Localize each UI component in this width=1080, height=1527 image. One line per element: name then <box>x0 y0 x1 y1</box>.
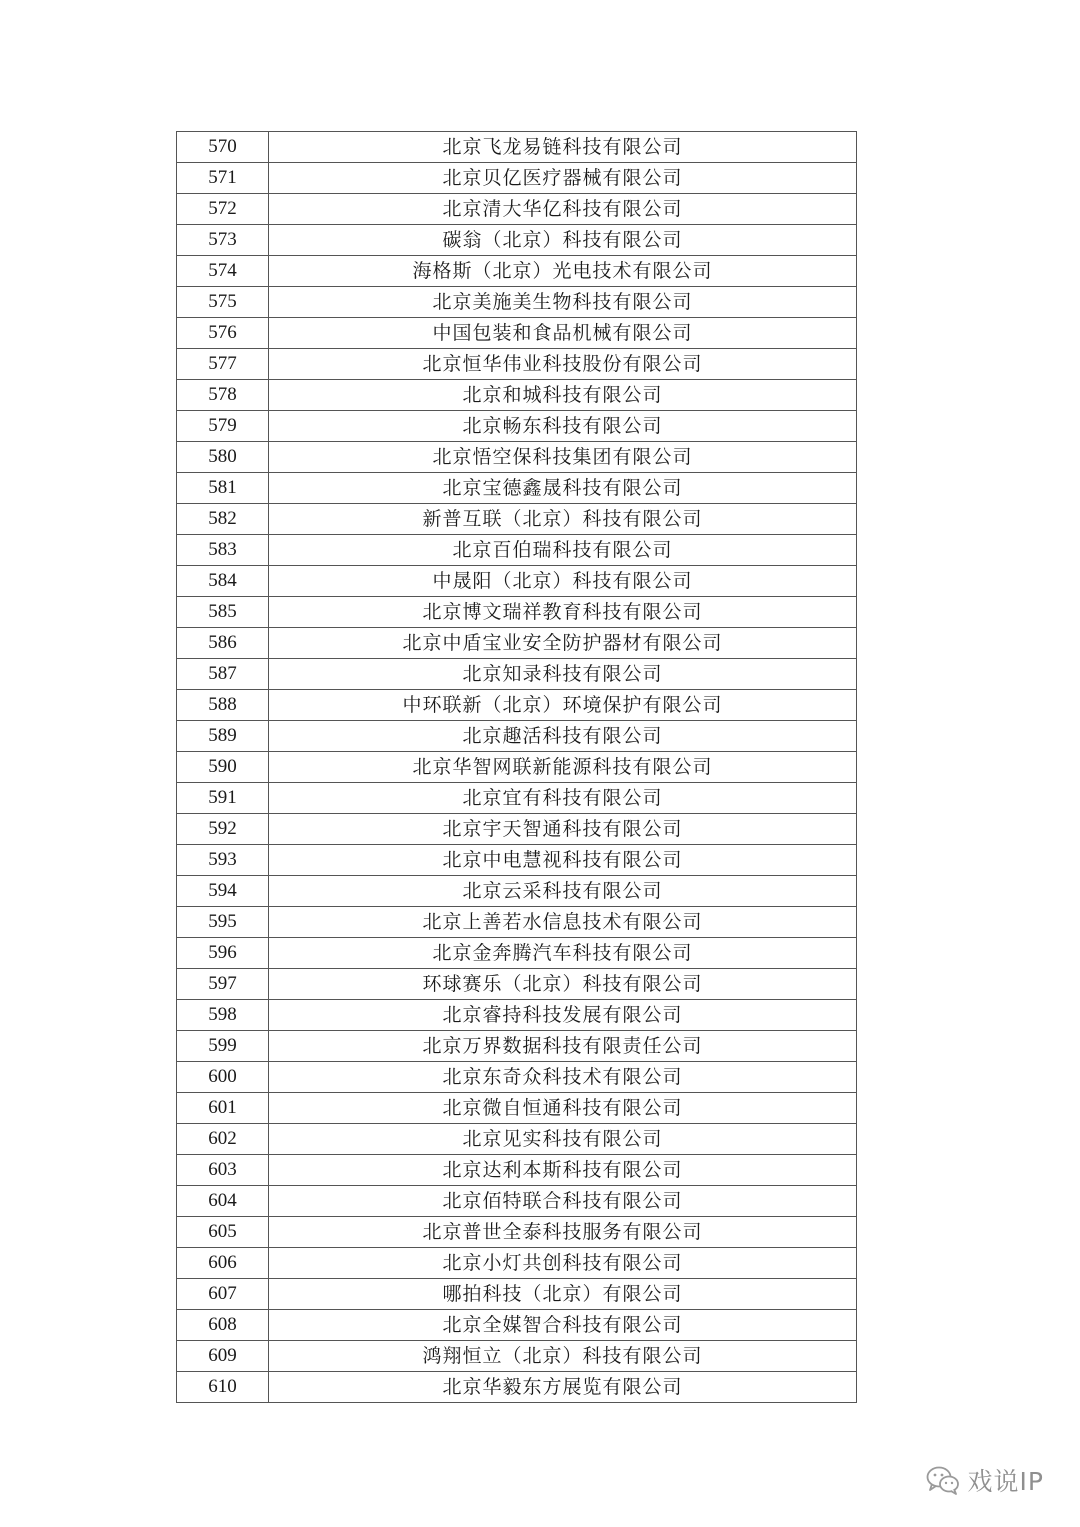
row-number-cell: 594 <box>177 876 269 907</box>
wechat-icon <box>926 1465 960 1495</box>
row-number-cell: 595 <box>177 907 269 938</box>
table-row <box>177 1124 857 1155</box>
company-name-cell: 北京和城科技有限公司 <box>269 380 857 411</box>
row-number-cell: 577 <box>177 349 269 380</box>
row-number-cell: 575 <box>177 287 269 318</box>
company-name-cell: 北京万界数据科技有限责任公司 <box>269 1031 857 1062</box>
company-name-cell: 北京中盾宝业安全防护器材有限公司 <box>269 628 857 659</box>
row-number-cell: 596 <box>177 938 269 969</box>
table-row <box>177 132 857 163</box>
table-row <box>177 349 857 380</box>
table-row <box>177 504 857 535</box>
row-number-cell: 589 <box>177 721 269 752</box>
company-name-cell: 北京全媒智合科技有限公司 <box>269 1310 857 1341</box>
company-name-cell: 新普互联（北京）科技有限公司 <box>269 504 857 535</box>
table-row <box>177 597 857 628</box>
company-name-cell: 北京博文瑞祥教育科技有限公司 <box>269 597 857 628</box>
company-name-cell: 北京知录科技有限公司 <box>269 659 857 690</box>
company-name-cell: 北京华智网联新能源科技有限公司 <box>269 752 857 783</box>
row-number-cell: 592 <box>177 814 269 845</box>
row-number-cell: 582 <box>177 504 269 535</box>
row-number-cell: 584 <box>177 566 269 597</box>
row-number-cell: 570 <box>177 132 269 163</box>
row-number-cell: 574 <box>177 256 269 287</box>
table-row <box>177 876 857 907</box>
table-row <box>177 907 857 938</box>
company-name-cell: 北京睿持科技发展有限公司 <box>269 1000 857 1031</box>
company-name-cell: 北京华毅东方展览有限公司 <box>269 1372 857 1403</box>
table-row <box>177 1093 857 1124</box>
table-row <box>177 628 857 659</box>
row-number-cell: 601 <box>177 1093 269 1124</box>
row-number-cell: 586 <box>177 628 269 659</box>
row-number-cell: 598 <box>177 1000 269 1031</box>
table-row <box>177 1062 857 1093</box>
row-number-cell: 580 <box>177 442 269 473</box>
table-row <box>177 1186 857 1217</box>
company-name-cell: 北京美施美生物科技有限公司 <box>269 287 857 318</box>
table-row <box>177 752 857 783</box>
table-row <box>177 1000 857 1031</box>
row-number-cell: 607 <box>177 1279 269 1310</box>
company-name-cell: 北京恒华伟业科技股份有限公司 <box>269 349 857 380</box>
table-row <box>177 1279 857 1310</box>
table-row <box>177 1248 857 1279</box>
table-row <box>177 287 857 318</box>
table-row <box>177 938 857 969</box>
table-row <box>177 721 857 752</box>
table-row <box>177 969 857 1000</box>
table-row <box>177 814 857 845</box>
company-name-cell: 北京宜有科技有限公司 <box>269 783 857 814</box>
row-number-cell: 587 <box>177 659 269 690</box>
company-name-cell: 中国包装和食品机械有限公司 <box>269 318 857 349</box>
table-row <box>177 194 857 225</box>
row-number-cell: 608 <box>177 1310 269 1341</box>
table-row <box>177 1372 857 1403</box>
row-number-cell: 583 <box>177 535 269 566</box>
row-number-cell: 597 <box>177 969 269 1000</box>
table-row <box>177 535 857 566</box>
company-name-cell: 北京普世全泰科技服务有限公司 <box>269 1217 857 1248</box>
row-number-cell: 606 <box>177 1248 269 1279</box>
company-name-cell: 北京微自恒通科技有限公司 <box>269 1093 857 1124</box>
company-name-cell: 北京金奔腾汽车科技有限公司 <box>269 938 857 969</box>
company-name-cell: 北京小灯共创科技有限公司 <box>269 1248 857 1279</box>
company-name-cell: 北京百伯瑞科技有限公司 <box>269 535 857 566</box>
company-name-cell: 北京中电慧视科技有限公司 <box>269 845 857 876</box>
row-number-cell: 571 <box>177 163 269 194</box>
row-number-cell: 588 <box>177 690 269 721</box>
company-name-cell: 北京达利本斯科技有限公司 <box>269 1155 857 1186</box>
row-number-cell: 610 <box>177 1372 269 1403</box>
company-name-cell: 中晟阳（北京）科技有限公司 <box>269 566 857 597</box>
table-row <box>177 442 857 473</box>
table-row <box>177 1155 857 1186</box>
row-number-cell: 576 <box>177 318 269 349</box>
table-row <box>177 1217 857 1248</box>
company-name-cell: 北京东奇众科技术有限公司 <box>269 1062 857 1093</box>
row-number-cell: 578 <box>177 380 269 411</box>
company-name-cell: 北京畅东科技有限公司 <box>269 411 857 442</box>
table-row <box>177 1031 857 1062</box>
table-row <box>177 225 857 256</box>
watermark-text: 戏说IP <box>967 1467 1044 1496</box>
row-number-cell: 573 <box>177 225 269 256</box>
row-number-cell: 572 <box>177 194 269 225</box>
row-number-cell: 605 <box>177 1217 269 1248</box>
table-row <box>177 783 857 814</box>
company-name-cell: 北京清大华亿科技有限公司 <box>269 194 857 225</box>
row-number-cell: 579 <box>177 411 269 442</box>
company-name-cell: 北京云采科技有限公司 <box>269 876 857 907</box>
company-name-cell: 北京宇天智通科技有限公司 <box>269 814 857 845</box>
table-row <box>177 380 857 411</box>
table-row <box>177 318 857 349</box>
row-number-cell: 602 <box>177 1124 269 1155</box>
company-name-cell: 北京佰特联合科技有限公司 <box>269 1186 857 1217</box>
table-row <box>177 690 857 721</box>
company-name-cell: 环球赛乐（北京）科技有限公司 <box>269 969 857 1000</box>
row-number-cell: 581 <box>177 473 269 504</box>
row-number-cell: 609 <box>177 1341 269 1372</box>
company-name-cell: 中环联新（北京）环境保护有限公司 <box>269 690 857 721</box>
company-name-cell: 鸿翔恒立（北京）科技有限公司 <box>269 1341 857 1372</box>
table-row <box>177 163 857 194</box>
company-name-cell: 北京见实科技有限公司 <box>269 1124 857 1155</box>
row-number-cell: 600 <box>177 1062 269 1093</box>
row-number-cell: 585 <box>177 597 269 628</box>
table-row <box>177 845 857 876</box>
company-list-table <box>176 131 857 1403</box>
table-body <box>177 132 857 1403</box>
row-number-cell: 590 <box>177 752 269 783</box>
watermark <box>926 1462 1044 1498</box>
row-number-cell: 591 <box>177 783 269 814</box>
row-number-cell: 603 <box>177 1155 269 1186</box>
row-number-cell: 604 <box>177 1186 269 1217</box>
row-number-cell: 593 <box>177 845 269 876</box>
table-row <box>177 473 857 504</box>
company-name-cell: 北京悟空保科技集团有限公司 <box>269 442 857 473</box>
company-name-cell: 北京上善若水信息技术有限公司 <box>269 907 857 938</box>
row-number-cell: 599 <box>177 1031 269 1062</box>
company-name-cell: 北京宝德鑫晟科技有限公司 <box>269 473 857 504</box>
company-name-cell: 北京贝亿医疗器械有限公司 <box>269 163 857 194</box>
table-row <box>177 659 857 690</box>
company-name-cell: 北京飞龙易链科技有限公司 <box>269 132 857 163</box>
table-row <box>177 566 857 597</box>
table-row <box>177 1341 857 1372</box>
table-row <box>177 411 857 442</box>
company-name-cell: 碳翁（北京）科技有限公司 <box>269 225 857 256</box>
table-row <box>177 1310 857 1341</box>
company-name-cell: 北京趣活科技有限公司 <box>269 721 857 752</box>
company-name-cell: 哪拍科技（北京）有限公司 <box>269 1279 857 1310</box>
company-name-cell: 海格斯（北京）光电技术有限公司 <box>269 256 857 287</box>
table-row <box>177 256 857 287</box>
